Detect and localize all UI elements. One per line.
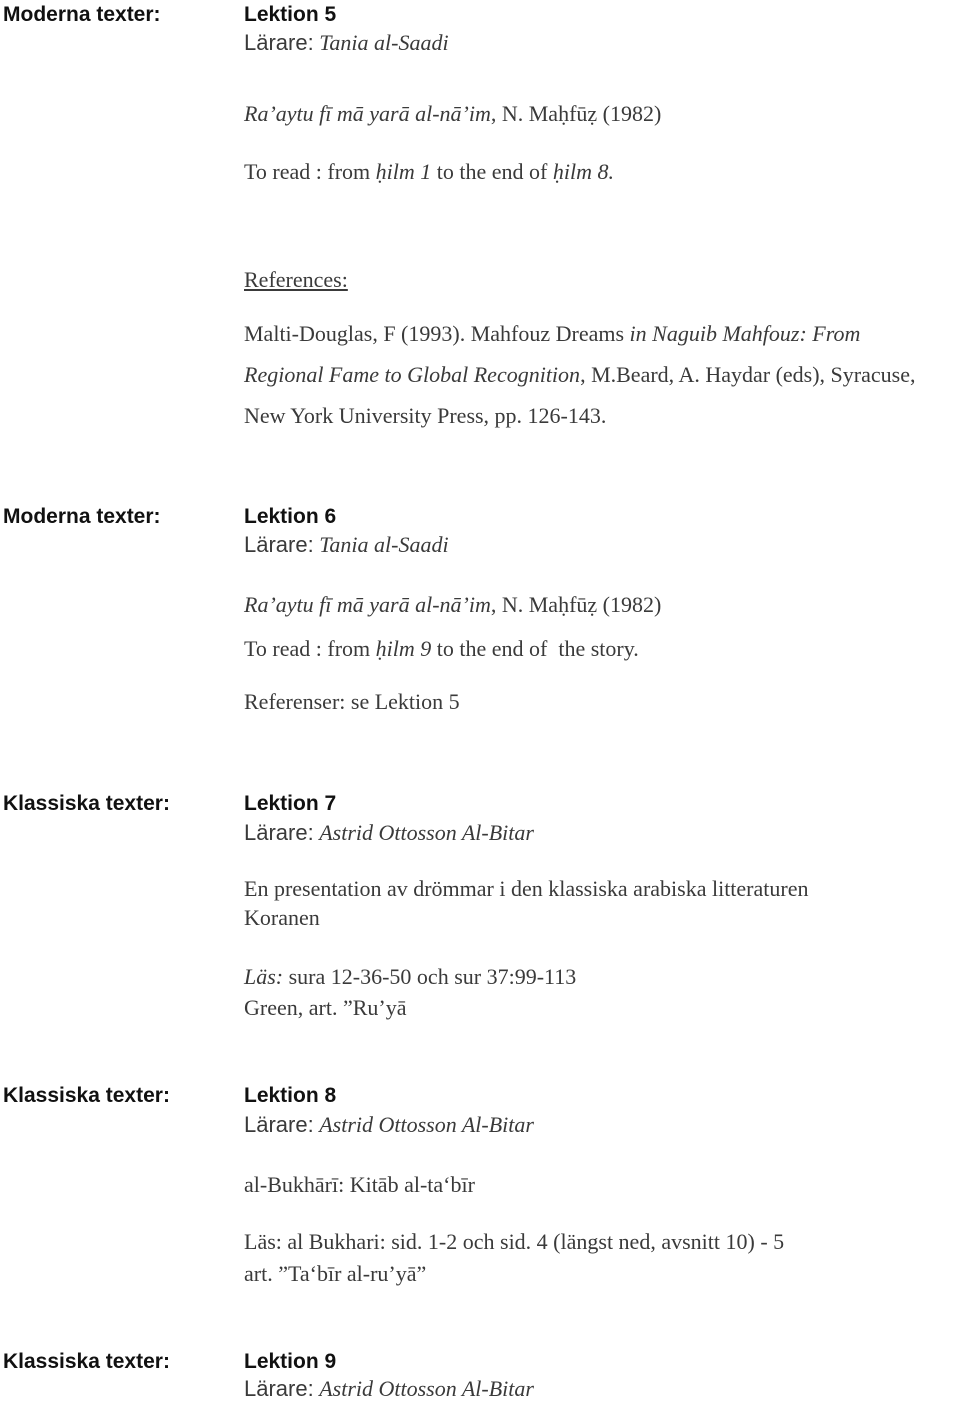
reading-assignment [244, 964, 576, 990]
text-title-italic: Ra’aytu fī mā yarā al-nā’im [244, 101, 491, 126]
references-heading [244, 267, 348, 293]
reading-assignment: Läs: al Bukhari: sid. 1-2 och sid. 4 (längst ned, avsnitt 10) - 5 [244, 1229, 785, 1254]
reading-prefix: To read : from [244, 159, 376, 184]
category-label: Klassiska texter: [3, 1084, 170, 1107]
reading-start: ḥilm 1 [375, 159, 432, 184]
article-reference: art. ”Ta‘bīr al-ru’yā” [244, 1261, 427, 1286]
lesson-title: Lektion 5 [244, 3, 337, 26]
text-title-italic: Ra’aytu fī mā yarā al-nā’im [244, 592, 491, 617]
references-heading-text: References: [244, 267, 348, 292]
reference-book-title: in Naguib Mahfouz: From [629, 321, 861, 346]
reading-assignment [244, 159, 614, 185]
text-title [244, 592, 661, 618]
source-title: Koranen [244, 905, 320, 930]
reading-prefix: To read : from [244, 636, 376, 661]
reading-rest: to the end of the story. [431, 636, 639, 661]
reading-text: sura 12-36-50 och sur 37:99-113 [283, 964, 577, 989]
lesson-title: Lektion 7 [244, 792, 337, 815]
reading-mid: to the end of [431, 159, 553, 184]
reading-label: Läs: [244, 964, 284, 989]
teacher-line [244, 820, 534, 846]
article-reference: Green, art. ”Ru’yā [244, 995, 407, 1020]
teacher-line [244, 1112, 534, 1138]
lesson-title: Lektion 6 [244, 505, 337, 528]
reference-author: Malti-Douglas, F (1993). Mahfouz Dreams [244, 321, 630, 346]
teacher-name: Astrid Ottosson Al-Bitar [319, 1112, 534, 1137]
teacher-name: Tania al-Saadi [319, 532, 449, 557]
teacher-label: Lärare: [244, 1112, 314, 1137]
teacher-name: Tania al-Saadi [319, 30, 449, 55]
reference-line-1 [244, 321, 860, 347]
teacher-label: Lärare: [244, 1376, 314, 1401]
reference-editors: , M.Beard, A. Haydar (eds), Syracuse, [580, 362, 916, 387]
reading-assignment [244, 636, 639, 662]
lesson-title: Lektion 9 [244, 1350, 337, 1373]
text-title-author: , N. Maḥfūẓ (1982) [490, 101, 662, 126]
description-line: En presentation av drömmar i den klassiska arabiska litteraturen [244, 876, 809, 901]
lesson-title: Lektion 8 [244, 1084, 337, 1107]
teacher-label: Lärare: [244, 820, 314, 845]
reading-start: ḥilm 9 [375, 636, 432, 661]
reference-book-subtitle: Regional Fame to Global Recognition [244, 362, 581, 387]
text-title-author: , N. Maḥfūẓ (1982) [490, 592, 662, 617]
teacher-line [244, 532, 449, 558]
teacher-line [244, 1376, 534, 1402]
teacher-name: Astrid Ottosson Al-Bitar [319, 1376, 534, 1401]
category-label: Moderna texter: [3, 3, 161, 26]
teacher-line [244, 30, 449, 56]
teacher-label: Lärare: [244, 30, 314, 55]
teacher-label: Lärare: [244, 532, 314, 557]
teacher-name: Astrid Ottosson Al-Bitar [319, 820, 534, 845]
text-title [244, 101, 661, 127]
category-label: Moderna texter: [3, 505, 161, 528]
reference-line-3: New York University Press, pp. 126-143. [244, 403, 607, 428]
references-note: Referenser: se Lektion 5 [244, 689, 460, 714]
reference-line-2 [244, 362, 915, 388]
source-title: al-Bukhārī: Kitāb al-ta‘bīr [244, 1172, 475, 1197]
category-label: Klassiska texter: [3, 792, 170, 815]
category-label: Klassiska texter: [3, 1350, 170, 1373]
reading-end: ḥilm 8. [552, 159, 614, 184]
